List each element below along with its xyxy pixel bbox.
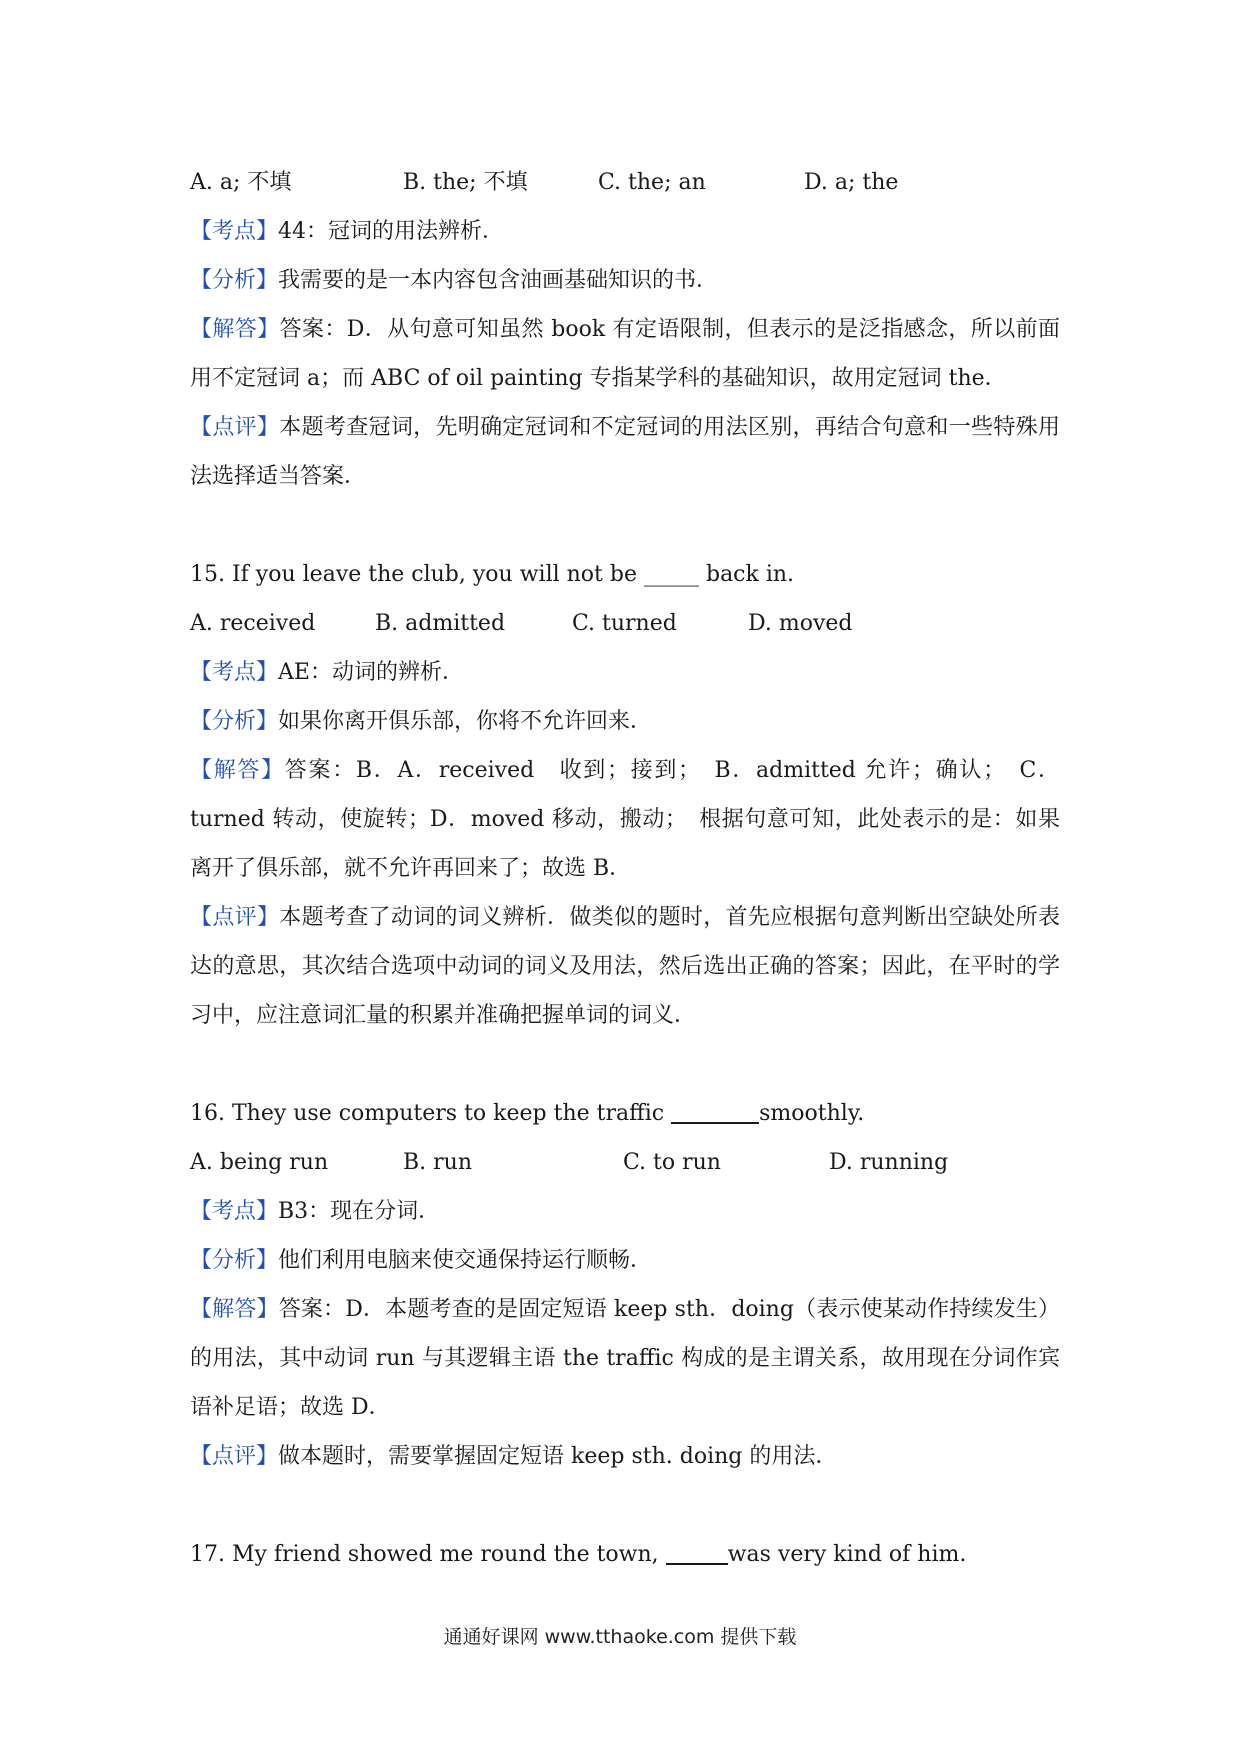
q16-fenxi xyxy=(190,1236,1060,1285)
q16-jieda xyxy=(190,1285,1060,1432)
q15-options xyxy=(190,599,1060,648)
dianping-text: 本题考查冠词，先明确定冠词和不定冠词的用法区别，再结合句意和一些特殊用法选择适当答案． xyxy=(190,415,1060,489)
q14-option-a: A. a; 不填 xyxy=(190,170,292,195)
q15-jieda xyxy=(190,746,1060,893)
q15-option-d: D. moved xyxy=(748,611,853,636)
fenxi-text: 如果你离开俱乐部，你将不允许回来． xyxy=(278,709,653,734)
q15-option-b: B. admitted xyxy=(375,611,506,636)
q16-option-b: B. run xyxy=(403,1150,473,1175)
q16-option-a: A. being run xyxy=(190,1150,329,1175)
page-content xyxy=(190,158,1060,1579)
q16-kaodian xyxy=(190,1187,1060,1236)
spacer xyxy=(190,1481,1060,1530)
fenxi-tag: 【分析】 xyxy=(190,709,279,734)
q16-option-d: D. running xyxy=(829,1150,949,1175)
q15-kaodian xyxy=(190,648,1060,697)
q14-jieda xyxy=(190,305,1060,403)
q16-blank xyxy=(671,1092,759,1124)
q14-options xyxy=(190,158,1060,207)
q17-stem-after: was very kind of him. xyxy=(727,1542,967,1567)
q16-option-c: C. to run xyxy=(623,1150,721,1175)
q17-blank xyxy=(666,1533,728,1565)
fenxi-text: 他们利用电脑来使交通保持运行顺畅． xyxy=(278,1248,653,1273)
q14-option-d: D. a; the xyxy=(804,170,899,195)
spacer xyxy=(190,501,1060,550)
kaodian-tag: 【考点】 xyxy=(190,219,279,244)
q16-dianping xyxy=(190,1432,1060,1481)
q15-fenxi xyxy=(190,697,1060,746)
q14-kaodian xyxy=(190,207,1060,256)
kaodian-tag: 【考点】 xyxy=(190,660,279,685)
q17-stem xyxy=(190,1530,1060,1579)
q14-fenxi xyxy=(190,256,1060,305)
jieda-tag: 【解答】 xyxy=(190,317,280,342)
dianping-text: 本题考查了动词的词义辨析．做类似的题时，首先应根据句意判断出空缺处所表达的意思，其次结合选项中动词的词义及用法，然后选出正确的答案；因此，在平时的学习中，应注意词汇量的积累并准确把握单词的词义． xyxy=(190,905,1060,1028)
q16-options xyxy=(190,1138,1060,1187)
q14-option-b: B. the; 不填 xyxy=(403,170,528,195)
jieda-tag: 【解答】 xyxy=(190,758,285,783)
dianping-tag: 【点评】 xyxy=(190,905,280,930)
q14-dianping xyxy=(190,403,1060,501)
q17-stem-before: 17. My friend showed me round the town, xyxy=(190,1542,659,1567)
jieda-text: 答案：D．从句意可知虽然 book 有定语限制，但表示的是泛指感念，所以前面用不定冠词 a；而 ABC of oil painting 专指某学科的基础知识，故用定冠词 the． xyxy=(190,317,1060,391)
jieda-tag: 【解答】 xyxy=(190,1297,279,1322)
kaodian-text: B3：现在分词． xyxy=(278,1199,441,1224)
page-footer: 通通好课网 www.tthaoke.com 提供下载 xyxy=(443,1626,797,1648)
q14-option-c: C. the; an xyxy=(598,170,706,195)
dianping-tag: 【点评】 xyxy=(190,415,280,440)
q16-stem-after: smoothly. xyxy=(759,1101,865,1126)
kaodian-text: AE：动词的辨析． xyxy=(278,660,464,685)
kaodian-text: 44：冠词的用法辨析． xyxy=(278,219,505,244)
dianping-text: 做本题时，需要掌握固定短语 keep sth. doing 的用法． xyxy=(278,1444,838,1469)
q15-option-c: C. turned xyxy=(572,611,677,636)
fenxi-text: 我需要的是一本内容包含油画基础知识的书． xyxy=(278,268,719,293)
jieda-text: 答案：B．A．received 收到；接到； B．admitted 允许；确认； C．turned 转动，使旋转；D．moved 移动，搬动； 根据句意可知，此处表示的是：如果离开了俱乐部，就不允许再回来了；故选 B． xyxy=(190,758,1060,881)
kaodian-tag: 【考点】 xyxy=(190,1199,279,1224)
jieda-text: 答案：D．本题考查的是固定短语 keep sth．doing（表示使某动作持续发生）的用法，其中动词 run 与其逻辑主语 the traffic 构成的是主谓关系，故用现在分词作宾语补足语；故选 D． xyxy=(190,1297,1060,1420)
q15-option-a: A. received xyxy=(190,611,316,636)
fenxi-tag: 【分析】 xyxy=(190,268,279,293)
fenxi-tag: 【分析】 xyxy=(190,1248,279,1273)
spacer xyxy=(190,1040,1060,1089)
q16-stem xyxy=(190,1089,1060,1138)
q15-stem: 15. If you leave the club, you will not be _____ back in. xyxy=(190,562,795,587)
q16-stem-before: 16. They use computers to keep the traffic xyxy=(190,1101,665,1126)
dianping-tag: 【点评】 xyxy=(190,1444,279,1469)
q15-dianping xyxy=(190,893,1060,1040)
